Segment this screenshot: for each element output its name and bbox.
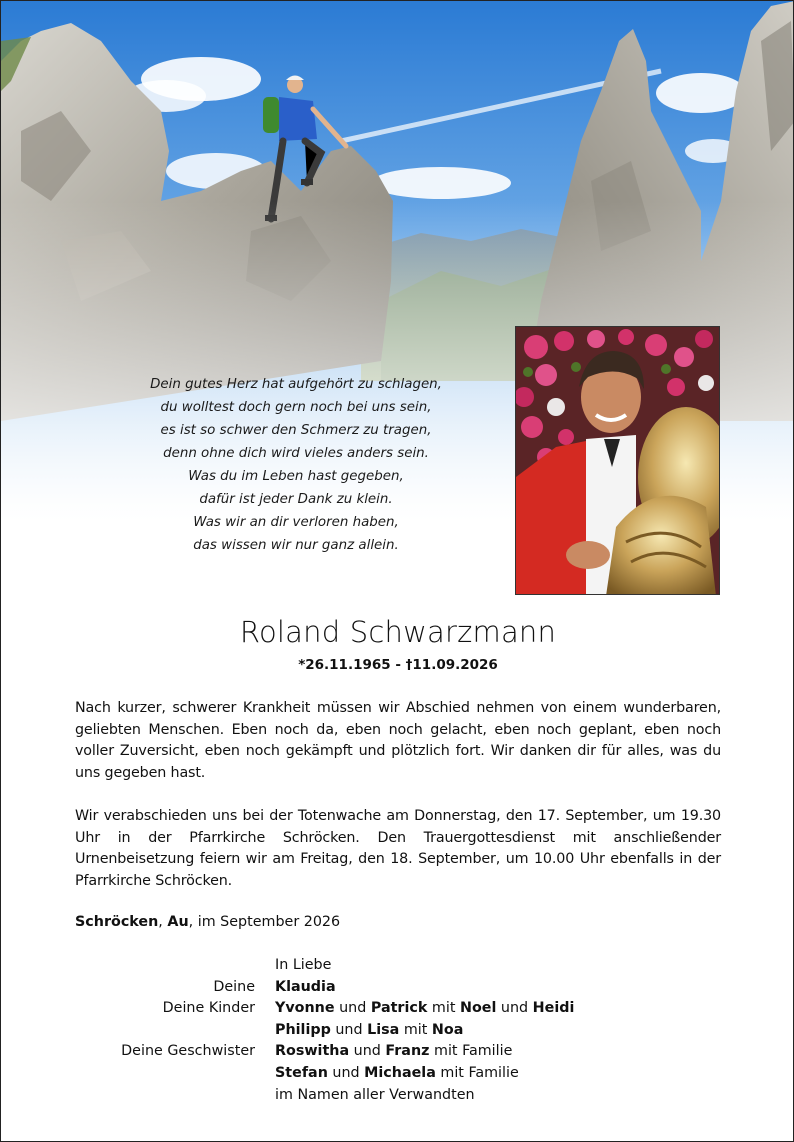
relation-label: Deine Geschwister: [121, 1043, 255, 1060]
deceased-name: Roland Schwarzmann: [239, 615, 557, 649]
connector-text: und: [496, 1000, 533, 1017]
mourner-row: [1, 1041, 794, 1063]
place-date-line: [75, 912, 340, 934]
farewell-paragraph: Nach kurzer, schwerer Krankheit müssen wir Abschied nehmen von einem wunderbaren, geliebten Menschen. Eben noch da, eben noch gelacht, eben noch geplant, eben noch voller Zuversicht, eben noch gekämpft und plötzlich fort. Wir danken dir für alles, was du uns gegeben hast.: [75, 700, 721, 782]
mourner-name: Lisa: [367, 1021, 400, 1038]
mourner-name: Stefan: [275, 1064, 328, 1081]
connector-text: mit Familie: [429, 1043, 513, 1060]
connector-text: mit: [399, 1021, 432, 1038]
place-separator: ,: [158, 914, 168, 930]
place-date: , im September 2026: [188, 914, 341, 930]
poem-line: denn ohne dich wird vieles anders sein.: [163, 446, 429, 461]
mourner-names: [275, 1041, 512, 1063]
mourner-name: Patrick: [370, 1000, 428, 1017]
connector-text: und: [334, 1000, 371, 1017]
poem-line: Dein gutes Herz hat aufgehört zu schlagen,: [150, 377, 442, 392]
mourner-row: [1, 977, 794, 999]
poem-line: dafür ist jeder Dank zu klein.: [199, 492, 393, 507]
place-town: Schröcken: [75, 914, 159, 930]
poem-line: es ist so schwer den Schmerz zu tragen,: [160, 423, 432, 438]
connector-text: und: [330, 1021, 368, 1038]
mourner-names: [275, 1020, 463, 1042]
place-town: Au: [167, 914, 189, 930]
mourner-name: Franz: [385, 1043, 430, 1060]
mourner-row: [1, 1063, 794, 1085]
signature-intro-row: [1, 955, 794, 977]
mourner-names: [275, 998, 574, 1020]
signature-intro: In Liebe: [275, 957, 332, 973]
mourner-row: [1, 1085, 794, 1107]
mourner-name: Heidi: [532, 1000, 575, 1017]
poem-line: Was du im Leben hast gegeben,: [188, 469, 404, 484]
mourner-row: [1, 998, 794, 1020]
poem-line: das wissen wir nur ganz allein.: [193, 538, 399, 553]
connector-text: mit Familie: [435, 1064, 519, 1081]
mourner-row: [1, 1020, 794, 1042]
mourner-name: Philipp: [275, 1021, 331, 1038]
life-dates: *26.11.1965 - †11.09.2026: [298, 657, 498, 673]
mourner-name: Noel: [459, 1000, 497, 1017]
connector-text: mit: [427, 1000, 460, 1017]
connector-text: und: [327, 1064, 365, 1081]
mourner-name: Roswitha: [275, 1043, 350, 1060]
relation-label: Deine: [213, 978, 255, 995]
mourner-name: Yvonne: [275, 1000, 335, 1017]
mourner-names: [275, 1063, 519, 1085]
mourners-list: [1, 955, 794, 1106]
mourner-names: [275, 977, 336, 999]
connector-text: im Namen aller Verwandten: [275, 1086, 475, 1103]
portrait-photo: [515, 326, 720, 595]
connector-text: und: [349, 1043, 386, 1060]
memorial-poem: [111, 373, 481, 557]
relation-label: Deine Kinder: [162, 1000, 255, 1017]
mourner-name: Klaudia: [275, 978, 336, 995]
mourner-name: Noa: [431, 1021, 464, 1038]
service-paragraph: Wir verabschieden uns bei der Totenwache am Donnerstag, den 17. September, um 19.30 Uhr in der Pfarrkirche Schröcken. Den Trauergottesdienst mit anschließender Urnenbeisetzung feiern wir am Freitag, den 18. September, um 10.00 Uhr ebenfalls in der Pfarrkirche Schröcken.: [75, 808, 721, 890]
mourner-names: [275, 1085, 475, 1107]
poem-line: du wolltest doch gern noch bei uns sein,: [160, 400, 432, 415]
mourner-name: Michaela: [364, 1064, 436, 1081]
poem-line: Was wir an dir verloren haben,: [193, 515, 399, 530]
